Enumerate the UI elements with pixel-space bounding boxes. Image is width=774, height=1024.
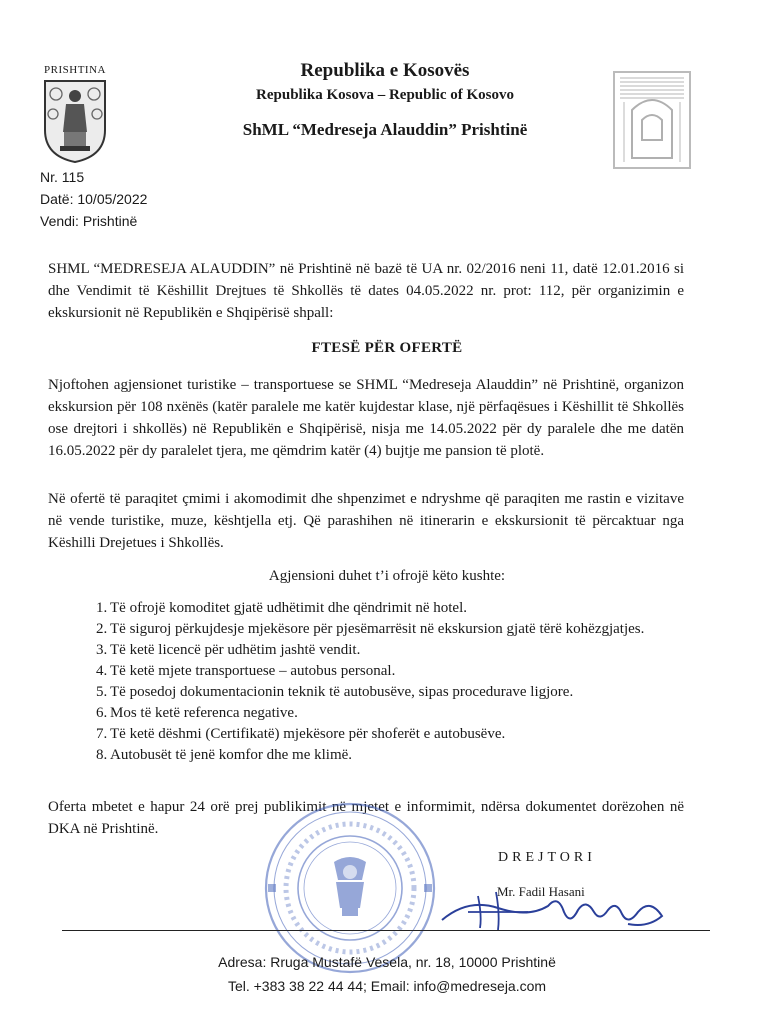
list-item-number: 4. xyxy=(96,663,108,679)
conditions-list xyxy=(96,598,676,766)
list-item-text: Autobusët të jenë komfor dhe me klimë. xyxy=(110,747,353,763)
crest-label: PRISHTINA xyxy=(44,64,106,76)
list-item-text: Të ofrojë komoditet gjatë udhëtimit dhe qëndrimit në hotel. xyxy=(110,600,467,616)
list-item xyxy=(96,703,676,724)
list-item-text: Të ketë mjete transportuese – autobus personal. xyxy=(110,663,396,679)
document-meta xyxy=(40,166,147,232)
list-item-text: Mos të ketë referenca negative. xyxy=(110,705,298,721)
list-item-number: 2. xyxy=(96,621,108,637)
crest-shield-icon xyxy=(42,78,108,164)
list-item-number: 3. xyxy=(96,642,108,658)
list-item-text: Të siguroj përkujdesje mjekësore për pjesëmarrësit në ekskursion gjatë tërë kohëzgjatjes. xyxy=(110,621,645,637)
header-title: Republika e Kosovës xyxy=(300,60,470,81)
list-item xyxy=(96,724,676,745)
footer xyxy=(0,950,774,998)
document-number: Nr. 115 xyxy=(40,169,85,185)
list-item-number: 5. xyxy=(96,684,108,700)
list-item-number: 6. xyxy=(96,705,108,721)
list-item xyxy=(96,745,676,766)
list-item-text: Të ketë dëshmi (Certifikatë) mjekësore për shoferët e autobusëve. xyxy=(110,726,506,742)
footer-contact: Tel. +383 38 22 44 44; Email: info@medreseja.com xyxy=(227,978,547,994)
director-title: DREJTORI xyxy=(498,850,596,865)
body-paragraph-2: Në ofertë të paraqitet çmimi i akomodimit dhe shpenzimet e ndryshme që paraqiten me rastin e vizitave në vende turistike, muze, kështjella etj. Që parashihen në itinerarin e ekskursionit të përcaktuar nga Këshilli Drejetues i Shkollës. xyxy=(48,491,684,551)
footer-address: Adresa: Rruga Mustafë Vesela, nr. 18, 10000 Prishtinë xyxy=(218,954,556,970)
list-item xyxy=(96,598,676,619)
intro-paragraph: SHML “MEDRESEJA ALAUDDIN” në Prishtinë në bazë të UA nr. 02/2016 neni 11, datë 12.01.2016 si dhe Vendimit të Këshillit Drejtues të Shkollës të dates 04.05.2022 nr. prot: 112, për organizimin e ekskursionit në Republikën e Shqipërisë shpall: xyxy=(48,261,684,321)
list-item-text: Të ketë licencë për udhëtim jashtë vendit. xyxy=(110,642,361,658)
list-item xyxy=(96,661,676,682)
closing-paragraph: Oferta mbetet e hapur 24 orë prej publikimit në mjetet e informimit, ndërsa dokumentet dorëzohen në DKA në Prishtinë. xyxy=(48,799,684,837)
footer-divider xyxy=(62,930,710,931)
header-subtitle: Republika Kosova – Republic of Kosovo xyxy=(256,87,514,103)
list-item xyxy=(96,640,676,661)
list-item-number: 8. xyxy=(96,747,108,763)
list-item xyxy=(96,619,676,640)
prishtina-crest xyxy=(38,64,112,164)
handwritten-signature-icon xyxy=(438,888,668,934)
school-name: ShML “Medreseja Alauddin” Prishtinë xyxy=(242,120,528,139)
director-name: Mr. Fadil Hasani xyxy=(497,884,585,899)
offer-title: FTESË PËR OFERTË xyxy=(311,340,463,356)
list-item-text: Të posedoj dokumentacionin teknik të autobusëve, sipas procedurave ligjore. xyxy=(110,684,574,700)
list-item-number: 7. xyxy=(96,726,108,742)
document-date: Datë: 10/05/2022 xyxy=(40,191,148,207)
document-place: Vendi: Prishtinë xyxy=(40,213,138,229)
conditions-intro: Agjensioni duhet t’i ofrojë këto kushte: xyxy=(268,568,506,584)
body-paragraph-1: Njoftohen agjensionet turistike – transportuese se SHML “Medreseja Alauddin” në Prishtinë, organizon ekskursion për 108 nxënës (katër paralele me katër kujdestar klase, një përfaqësues i Këshillit të Shkollës ose drejtori i shkollës) në Republikën e Shqipërisë, nisja me 14.05.2022 për dy paralele dhe me datën 16.05.2022 për dy paralelet tjera, me qëmdrim katër (4) bujtje me pansion të plotë. xyxy=(48,377,684,459)
list-item xyxy=(96,682,676,703)
list-item-number: 1. xyxy=(96,600,108,616)
school-logo-icon xyxy=(612,70,692,170)
letterhead xyxy=(150,58,620,142)
